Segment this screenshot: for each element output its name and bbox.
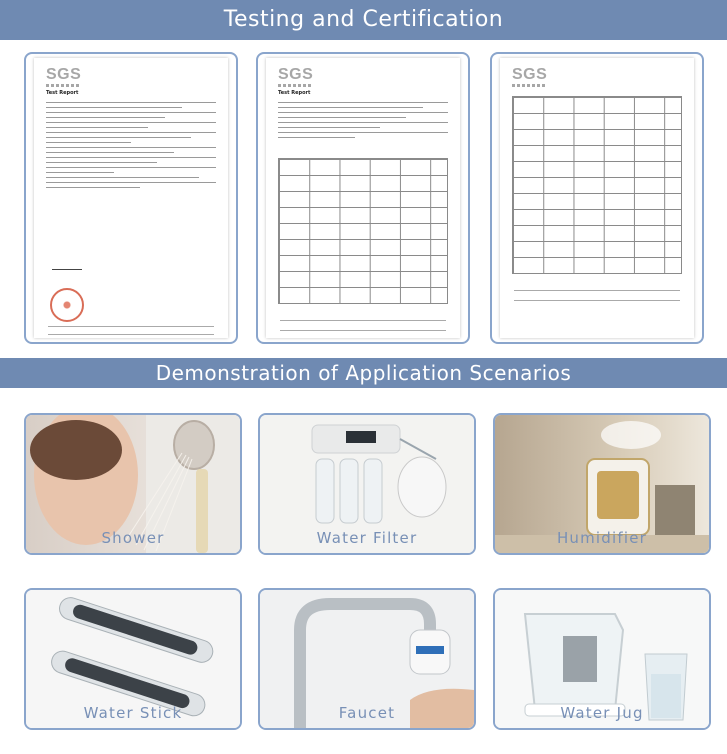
certificate-document-3 (500, 58, 694, 338)
report-text-lines (46, 102, 216, 192)
certificate-document-2 (266, 58, 460, 338)
signature (52, 253, 82, 270)
scenario-faucet[interactable] (258, 588, 476, 730)
certificate-document-1 (34, 58, 228, 338)
scenario-water-jug[interactable] (493, 588, 711, 730)
sgs-logo: SGS (512, 66, 548, 83)
scenario-water-filter[interactable] (258, 413, 476, 555)
results-table (278, 158, 448, 304)
report-heading: Test Report (46, 90, 79, 96)
scenarios-title: Demonstration of Application Scenarios (155, 361, 572, 385)
certification-title: Testing and Certification (223, 7, 504, 32)
sgs-logo: SGS (46, 66, 82, 83)
scenario-humidifier[interactable] (493, 413, 711, 555)
scenario-label: Shower (101, 529, 165, 547)
scenarios-banner (0, 358, 727, 388)
report-heading: Test Report (278, 90, 311, 96)
certificate-card-2[interactable] (256, 52, 470, 344)
scenario-shower[interactable] (24, 413, 242, 555)
results-table (512, 96, 682, 274)
scenario-label: Water Jug (560, 704, 644, 722)
official-stamp (50, 288, 84, 322)
report-text-lines (278, 102, 448, 142)
scenario-label: Water Filter (316, 529, 418, 547)
sgs-logo: SGS (278, 66, 314, 83)
scenario-label: Water Stick (83, 704, 183, 722)
scenario-label: Faucet (338, 704, 396, 722)
scenario-label: Humidifier (556, 529, 648, 547)
certificate-card-1[interactable] (24, 52, 238, 344)
scenario-water-stick[interactable] (24, 588, 242, 730)
certificate-card-3[interactable] (490, 52, 704, 344)
certification-banner (0, 0, 727, 40)
